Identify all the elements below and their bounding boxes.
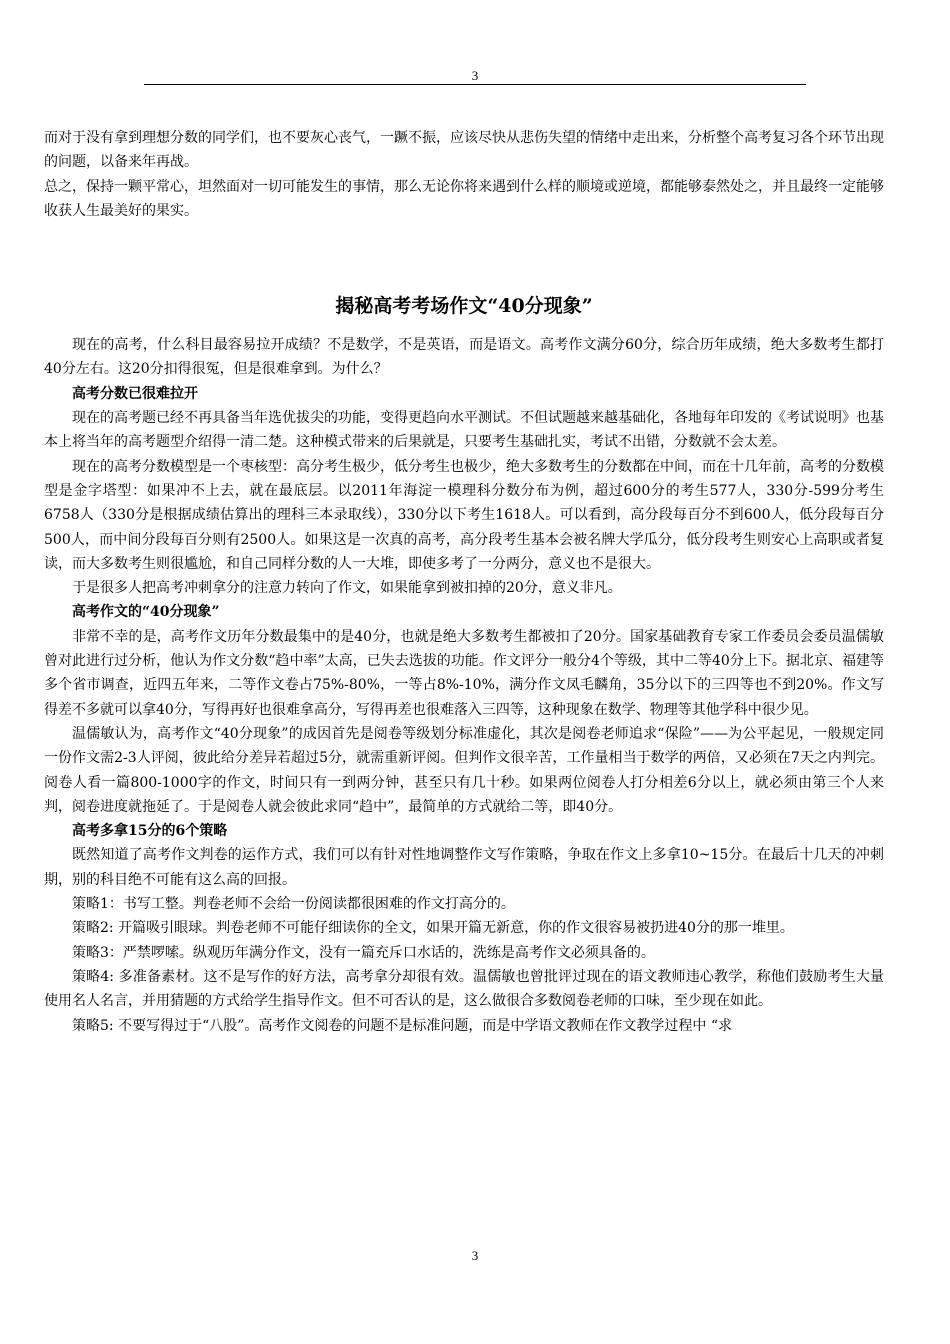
strategy-4: 策略4: 多准备素材。这不是写作的好方法，高考拿分却很有效。温儒敏也曾批评过现在的语文教师违心教学，称他们鼓励考生大量使用名人名言，并用猜题的方式给学生指导作文。但不可否认的是，这么做很合多数阅卷老师的口味，至少现在如此。 <box>44 968 884 1010</box>
article-title: 揭秘高考考场作文“40分现象” <box>335 295 593 318</box>
strategy-1: 策略1：书写工整。判卷老师不会给一份阅读都很困难的作文打高分的。 <box>72 896 515 913</box>
strategy-3: 策略3：严禁啰嗦。纵观历年满分作文，没有一篇充斥口水话的，洗练是高考作文必须具备的。 <box>72 944 655 961</box>
section-heading-3: 高考多拿15分的6个策略 <box>72 823 228 840</box>
intro-paragraph-1: 而对于没有拿到理想分数的同学们，也不要灰心丧气，一蹶不振，应该尽快从悲伤失望的情绪中走出来，分析整个高考复习各个环节出现的问题，以备来年再战。 <box>44 130 884 171</box>
intro-paragraph-2: 总之，保持一颗平常心，坦然面对一切可能发生的事情，那么无论你将来遇到什么样的顺境或逆境，都能够泰然处之，并且最终一定能够收获人生最美好的果实。 <box>44 178 884 219</box>
section-heading-2: 高考作文的“40分现象” <box>72 604 220 621</box>
strategy-5: 策略5: 不要写得过于“八股”。高考作文阅卷的问题不是标准问题，而是中学语文教师在作文教学过程中 “求 <box>72 1017 732 1034</box>
section-heading-1: 高考分数已很难拉开 <box>72 385 198 402</box>
section1-paragraph-1: 现在的高考题已经不再具备当年选优拔尖的功能，变得更趋向水平测试。不但试题越来越基础化，各地每年印发的《考试说明》也基本上将当年的高考题型介绍得一清二楚。这种模式带来的后果就是，只要考生基础扎实，考试不出错，分数就不会太差。 <box>44 410 884 451</box>
header-page-number: 3 <box>471 68 479 83</box>
section1-paragraph-2: 现在的高考分数模型是一个枣核型：高分考生极少，低分考生也极少，绝大多数考生的分数都在中间，而在十几年前，高考的分数模型是金字塔型：如果冲不上去，就在最底层。以2011年海淀一模理科分数分布为例，超过600分的考生577人，330分-599分考生6758人（330分是根据成绩估算出的理科三本录取线），330分以下考生1618人。可以看到，高分段每百分不到600人，低分段每百分500人，而中间分段每百分则有2500人。如果这是一次真的高考，高分段考生基本会被名牌大学瓜分，低分段考生则安心上高职或者复读，而大多数考生则很尴尬，和自己同样分数的人一大堆，即使多考了一分两分，意义也不是很大。 <box>44 458 884 572</box>
header-divider <box>144 84 806 85</box>
section3-paragraph-1: 既然知道了高考作文判卷的运作方式，我们可以有针对性地调整作文写作策略，争取在作文上多拿10~15分。在最后十几天的冲刺期，别的科目绝不可能有这么高的回报。 <box>44 847 884 888</box>
section2-paragraph-1: 非常不幸的是，高考作文历年分数最集中的是40分，也就是绝大多数考生都被扣了20分。国家基础教育专家工作委员会委员温儒敏曾对此进行过分析，他认为作文分数“趋中率”太高，已失去选拔的功能。作文评分一般分4个等级，其中二等40分上下。据北京、福建等多个省市调查，近四五年来，二等作文卷占75%-80%，一等占8%-10%，满分作文凤毛麟角，35分以下的三四等也不到20%。作文写得差不多就可以拿40分，写得再好也很难拿高分，写得再差也很难落入三四等，这种现象在数学、物理等其他学科中很少见。 <box>44 628 884 718</box>
document-body <box>44 126 884 1038</box>
section2-paragraph-2: 温儒敏认为，高考作文“40分现象”的成因首先是阅卷等级划分标准虚化，其次是阅卷老师追求“保险”——为公平起见，一般规定同一份作文需2-3人评阅，彼此给分差异若超过5分，就需重新评阅。但判作文很辛苦，工作量相当于数学的两倍，又必须在7天之内判完。阅卷人看一篇800-1000字的作文，时间只有一到两分钟，甚至只有几十秒。如果两位阅卷人打分相差6分以上，就必须由第三个人来判，阅卷进度就拖延了。于是阅卷人就会彼此求同“趋中”，最简单的方式就给二等，即40分。 <box>44 725 884 815</box>
section1-paragraph-3: 于是很多人把高考冲刺拿分的注意力转向了作文，如果能拿到被扣掉的20分，意义非凡。 <box>72 580 622 597</box>
footer-page-number: 3 <box>471 1248 479 1263</box>
article-intro-paragraph: 现在的高考，什么科目最容易拉开成绩？不是数学，不是英语，而是语文。高考作文满分60分，综合历年成绩，绝大多数考生都打40分左右。这20分扣得很冤，但是很难拿到。为什么？ <box>44 337 884 378</box>
strategy-2: 策略2: 开篇吸引眼球。判卷老师不可能仔细读你的全文，如果开篇无新意，你的作文很容易被扔进40分的那一堆里。 <box>72 920 794 937</box>
